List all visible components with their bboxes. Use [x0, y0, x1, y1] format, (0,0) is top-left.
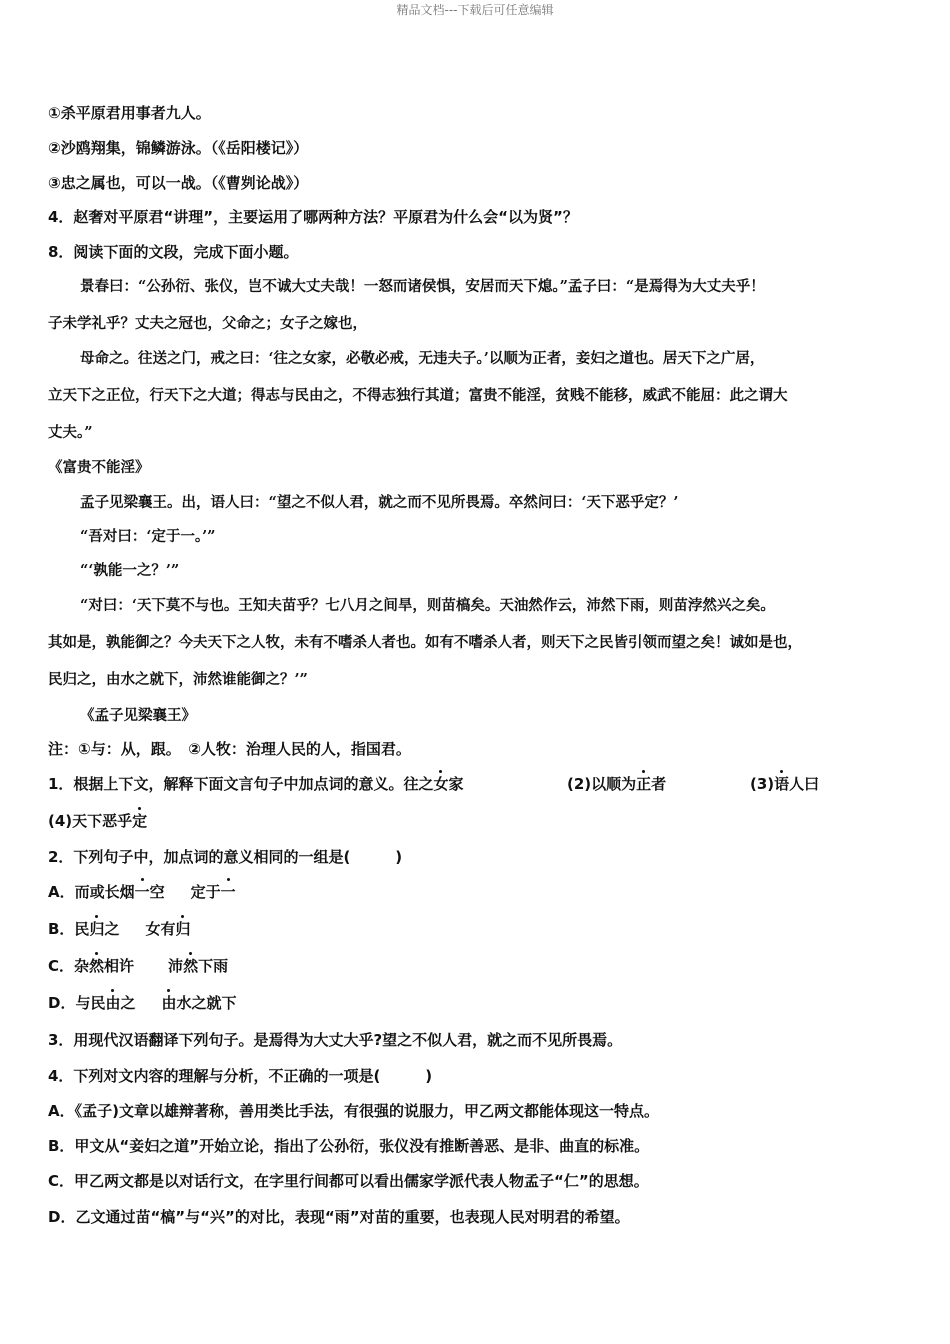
option-c [48, 955, 228, 977]
option-text: C．杂 [48, 957, 90, 975]
page-header: 精品文档---下载后可任意编辑 [396, 3, 554, 17]
question-1-text: 人曰 [789, 775, 820, 793]
dotted-word: 归 [175, 920, 191, 938]
dotted-word: 然 [183, 957, 199, 975]
passage-b-line: 民归之，由水之就下，沛然谁能御之？’” [48, 671, 308, 688]
text-line: ③忠之属也，可以一战。（《曹刿论战》） [48, 174, 309, 192]
dotted-word: 女 [433, 775, 449, 793]
question-4b: 4．下列对文内容的理解与分析，不正确的一项是( ) [48, 1067, 433, 1085]
dotted-word: 一 [220, 883, 236, 901]
option-a [48, 881, 236, 903]
dotted-word: 由 [105, 994, 121, 1012]
option-c: C．甲乙两文都是以对话行文，在字里行间都可以看出儒家学派代表人物孟子“仁”的思想。 [48, 1172, 649, 1190]
question-2: 2．下列句子中，加点词的意义相同的一组是( ) [48, 848, 403, 866]
passage-b-line: “对曰：‘天下莫不与也。王知夫苗乎？七八月之间旱，则苗槁矣。天油然作云，沛然下雨，则苗浡然兴之矣。 [80, 597, 775, 614]
passage-b-line: 其如是，孰能御之？今夫天下之人牧，未有不嗜杀人者也。如有不嗜杀人者，则天下之民皆引领而望之矣！诚如是也， [48, 634, 802, 651]
passage-b-source: 《孟子见梁襄王》 [80, 707, 196, 724]
question-1 [48, 773, 463, 795]
question-1-text: 1．根据上下文，解释下面文言句子中加点词的意义。往之 [48, 775, 434, 793]
dotted-word: 然 [89, 957, 105, 975]
question-3: 3．用现代汉语翻译下列句子。是焉得为大丈大乎?望之不似人君，就之而不见所畏焉。 [48, 1031, 623, 1049]
option-text: B．民 [48, 920, 90, 938]
option-text: 女有 [145, 920, 176, 938]
option-text: A．而或长烟 [48, 883, 135, 901]
dotted-word: 由 [161, 994, 177, 1012]
passage-b-line: “‘孰能一之？’” [80, 562, 180, 579]
option-text: 沛 [168, 957, 184, 975]
dotted-word: 语 [774, 775, 790, 793]
dotted-word: 一 [134, 883, 150, 901]
option-b: B．甲文从“妾妇之道”开始立论，指出了公孙衍，张仪没有推断善恶、是非、曲直的标准。 [48, 1137, 650, 1155]
option-text: 相许 [104, 957, 135, 975]
option-d: D．乙文通过苗“槁”与“兴”的对比，表现“雨”对苗的重要，也表现人民对明君的希望。 [48, 1208, 630, 1226]
question-1-text: (2)以顺为 [567, 775, 637, 793]
passage-b-line: “吾对曰：‘定于一。’” [80, 528, 216, 545]
passage-a-source: 《富贵不能淫》 [48, 459, 150, 476]
option-text: 水之就下 [176, 994, 237, 1012]
passage-b-line: 孟子见梁襄王。出，语人曰：“望之不似人君，就之而不见所畏焉。卒然问曰：‘天下恶乎定？’ [80, 494, 679, 511]
option-a: A．《孟子)文章以雄辩著称，善用类比手法，有很强的说服力，甲乙两文都能体现这一特点。 [48, 1102, 659, 1120]
passage-a-line: 立天下之正位，行天下之大道；得志与民由之，不得志独行其道；富贵不能淫，贫贱不能移，威武不能屈：此之谓大 [48, 387, 788, 404]
option-b [48, 918, 191, 940]
passage-a-line: 景春曰：“公孙衍、张仪，岂不诚大丈夫哉！一怒而诸侯惧，安居而天下熄。”孟子曰：“是焉得为大丈夫乎！ [80, 278, 765, 295]
option-text: D．与民 [48, 994, 106, 1012]
passage-a-line: 丈夫。” [48, 424, 93, 441]
option-text: 之 [120, 994, 136, 1012]
option-text: 定于 [190, 883, 221, 901]
question-1-part-3 [750, 773, 819, 795]
question-8: 8．阅读下面的文段，完成下面小题。 [48, 243, 299, 261]
dotted-word: 正 [636, 775, 652, 793]
option-text: 下雨 [198, 957, 229, 975]
option-text: 之 [104, 920, 120, 938]
dotted-word: 定 [132, 812, 148, 830]
text-line: ②沙鸥翔集，锦鳞游泳。（《岳阳楼记》） [48, 139, 309, 157]
passage-a-line: 子未学礼乎？丈夫之冠也，父命之；女子之嫁也， [48, 315, 367, 332]
question-1-part-2 [567, 773, 666, 795]
option-d [48, 992, 237, 1014]
text-line: ①杀平原君用事者九人。 [48, 104, 211, 122]
question-1-text: (3) [750, 775, 775, 793]
question-1-text: 者 [651, 775, 667, 793]
notes: 注：①与：从，跟。 ②人牧：治理人民的人，指国君。 [48, 740, 411, 758]
question-4: 4．赵奢对平原君“讲理”，主要运用了哪两种方法？平原君为什么会“以为贤”？ [48, 208, 578, 226]
question-1-text: 家 [448, 775, 464, 793]
option-text: 空 [149, 883, 165, 901]
dotted-word: 归 [89, 920, 105, 938]
question-1-part-4 [48, 810, 147, 832]
passage-a-line: 母命之。往送之门，戒之曰：‘往之女家，必敬必戒，无违夫子。’以顺为正者，妾妇之道也。居天下之广居， [80, 350, 765, 367]
question-1-text: (4)天下恶乎 [48, 812, 133, 830]
